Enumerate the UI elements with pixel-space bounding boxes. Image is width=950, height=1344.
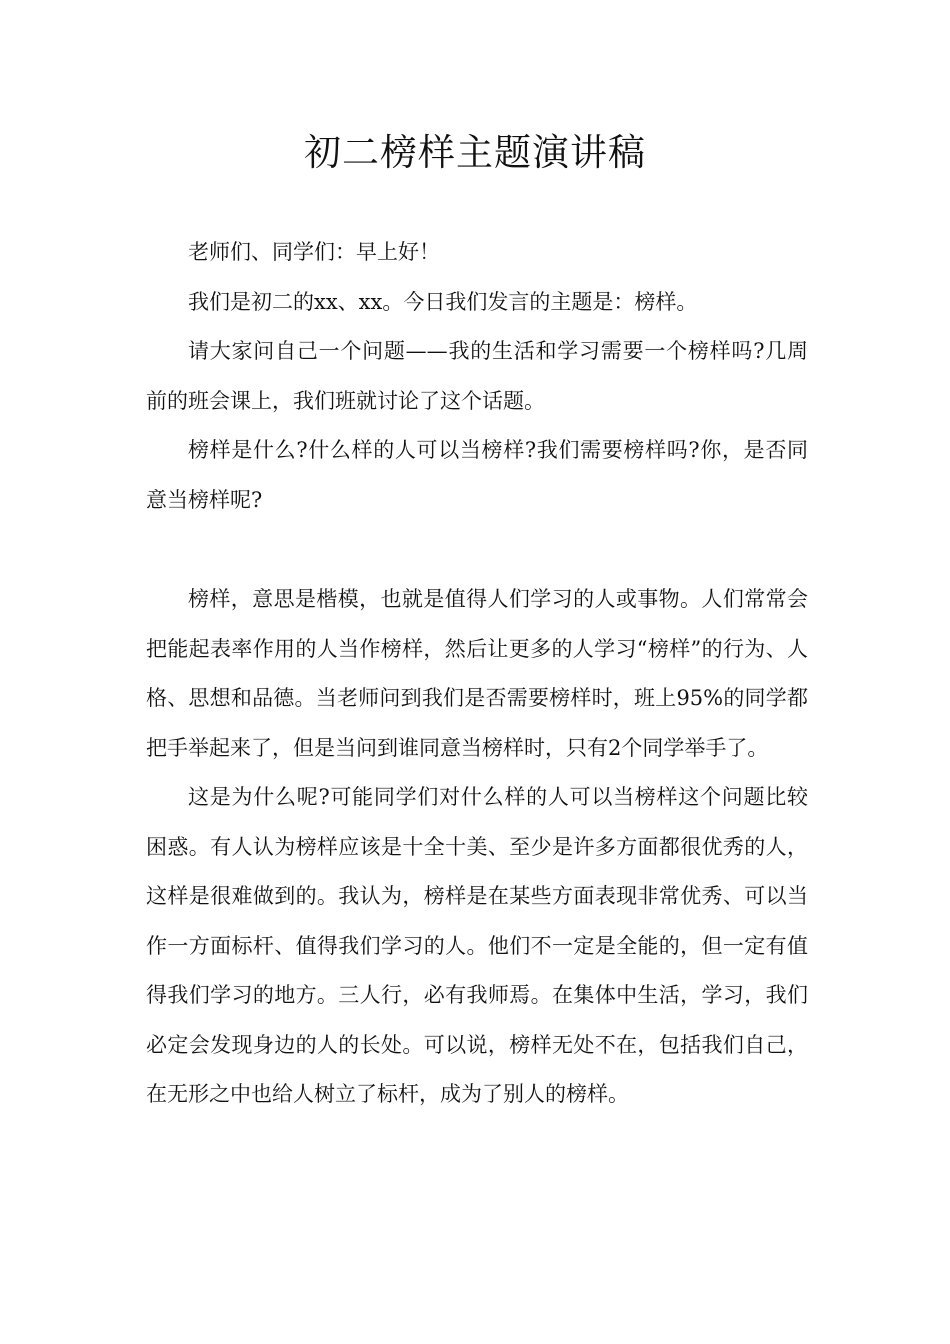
paragraph-question: 请大家问自己一个问题——我的生活和学习需要一个榜样吗?几周前的班会课上，我们班就讨论了这个话题。 (146, 339, 808, 413)
paragraph-greeting: 老师们、同学们：早上好！ (188, 240, 440, 264)
paragraph-why: 这是为什么呢?可能同学们对什么样的人可以当榜样这个问题比较困惑。有人认为榜样应该是十全十美、至少是许多方面都很优秀的人，这样是很难做到的。我认为，榜样是在某些方面表现非常优秀、可以当作一方面标杆、值得我们学习的人。他们不一定是全能的，但一定有值得我们学习的地方。三人行，必有我师焉。在集体中生活，学习，我们必定会发现身边的人的长处。可以说，榜样无处不在，包括我们自己，在无形之中也给人树立了标杆，成为了别人的榜样。 (146, 785, 808, 1106)
paragraph-intro: 我们是初二的xx、xx。今日我们发言的主题是：榜样。 (188, 289, 698, 314)
paragraph-what-is-role-model: 榜样是什么?什么样的人可以当榜样?我们需要榜样吗?你，是否同意当榜样呢? (146, 438, 808, 512)
paragraph-spacer (146, 525, 808, 575)
paragraph-definition: 榜样，意思是楷模，也就是值得人们学习的人或事物。人们常常会把能起表率作用的人当作榜样，然后让更多的人学习“榜样”的行为、人格、思想和品德。当老师问到我们是否需要榜样时，班上95%的同学都把手举起来了，但是当问到谁同意当榜样时，只有2个同学举手了。 (146, 587, 808, 760)
document-title: 初二榜样主题演讲稿 (304, 131, 646, 174)
document-body (146, 228, 808, 1120)
